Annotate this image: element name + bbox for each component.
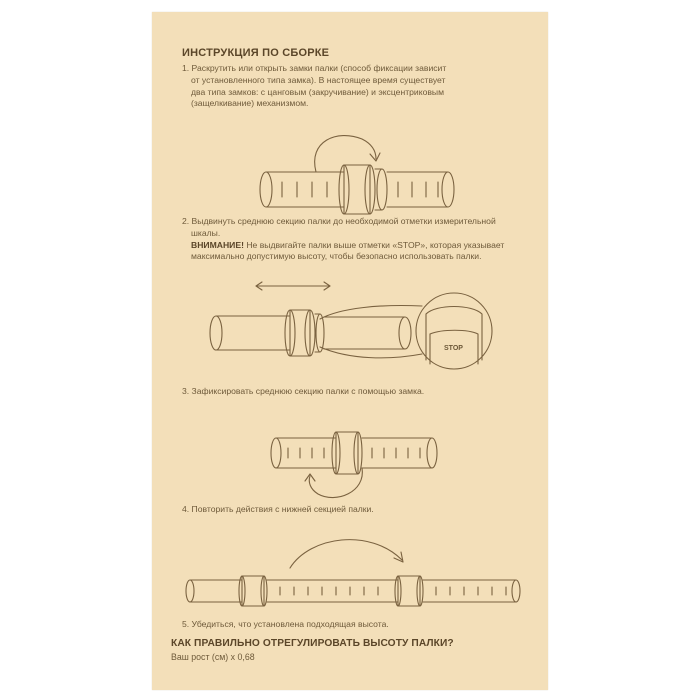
step-2-text [182, 216, 504, 263]
step-2-line-2: шкалы. [191, 227, 221, 238]
pole-segment-icon [260, 172, 344, 207]
step-1-line-3: два типа замков: с цанговым (закручивание) и эксцентриковым [191, 86, 445, 97]
double-arrow-icon [256, 282, 330, 290]
step-3-text: 3. Зафиксировать среднюю секцию палки с помощью замка. [182, 386, 425, 396]
pole-locked-icon [271, 432, 437, 474]
illustration-extend [200, 274, 500, 374]
step-2-line-4: максимально допустимую высоту, чтобы безопасно использовать палки. [191, 251, 482, 262]
height-question: КАК ПРАВИЛЬНО ОТРЕГУЛИРОВАТЬ ВЫСОТУ ПАЛКИ? [171, 638, 454, 649]
step-1-line-2: от установленного типа замка). В настоящее время существует [191, 74, 446, 85]
pole-full-icon [186, 576, 520, 606]
pole-lock-icon [339, 165, 387, 214]
illustration-lower-section [180, 532, 530, 622]
arc-arrow-icon [290, 540, 403, 568]
instruction-card [152, 12, 548, 690]
stop-zoom-icon [416, 293, 492, 369]
step-4-text: 4. Повторить действия с нижней секцией палки. [182, 504, 374, 514]
zoom-pointer-icon [320, 306, 422, 358]
rotate-arrow-icon [305, 468, 362, 498]
illustration-unlock [252, 127, 452, 222]
height-formula: Ваш рост (см) х 0,68 [171, 652, 255, 662]
stop-mark-label: STOP [444, 345, 463, 352]
warning-text: Не выдвигайте палки выше отметки «STOP», которая указывает [243, 239, 505, 250]
step-1-line-1: 1. Раскрутить или открыть замки палки (способ фиксации зависит [182, 63, 447, 73]
step-2-line-1: 2. Выдвинуть среднюю секцию палки до необходимой отметки измерительной [182, 216, 496, 226]
step-2-warning [182, 240, 504, 252]
warning-label: ВНИМАНИЕ! [191, 239, 244, 250]
illustration-lock [266, 412, 446, 502]
step-1-line-4: (защелкивание) механизмом. [191, 98, 309, 109]
step-5-text: 5. Убедиться, что установлена подходящая высота. [182, 619, 389, 629]
step-1-text [182, 63, 446, 110]
page-title: ИНСТРУКЦИЯ ПО СБОРКЕ [182, 47, 330, 59]
pole-upper-segment-icon [387, 172, 454, 207]
pole-extended-icon [210, 310, 411, 356]
